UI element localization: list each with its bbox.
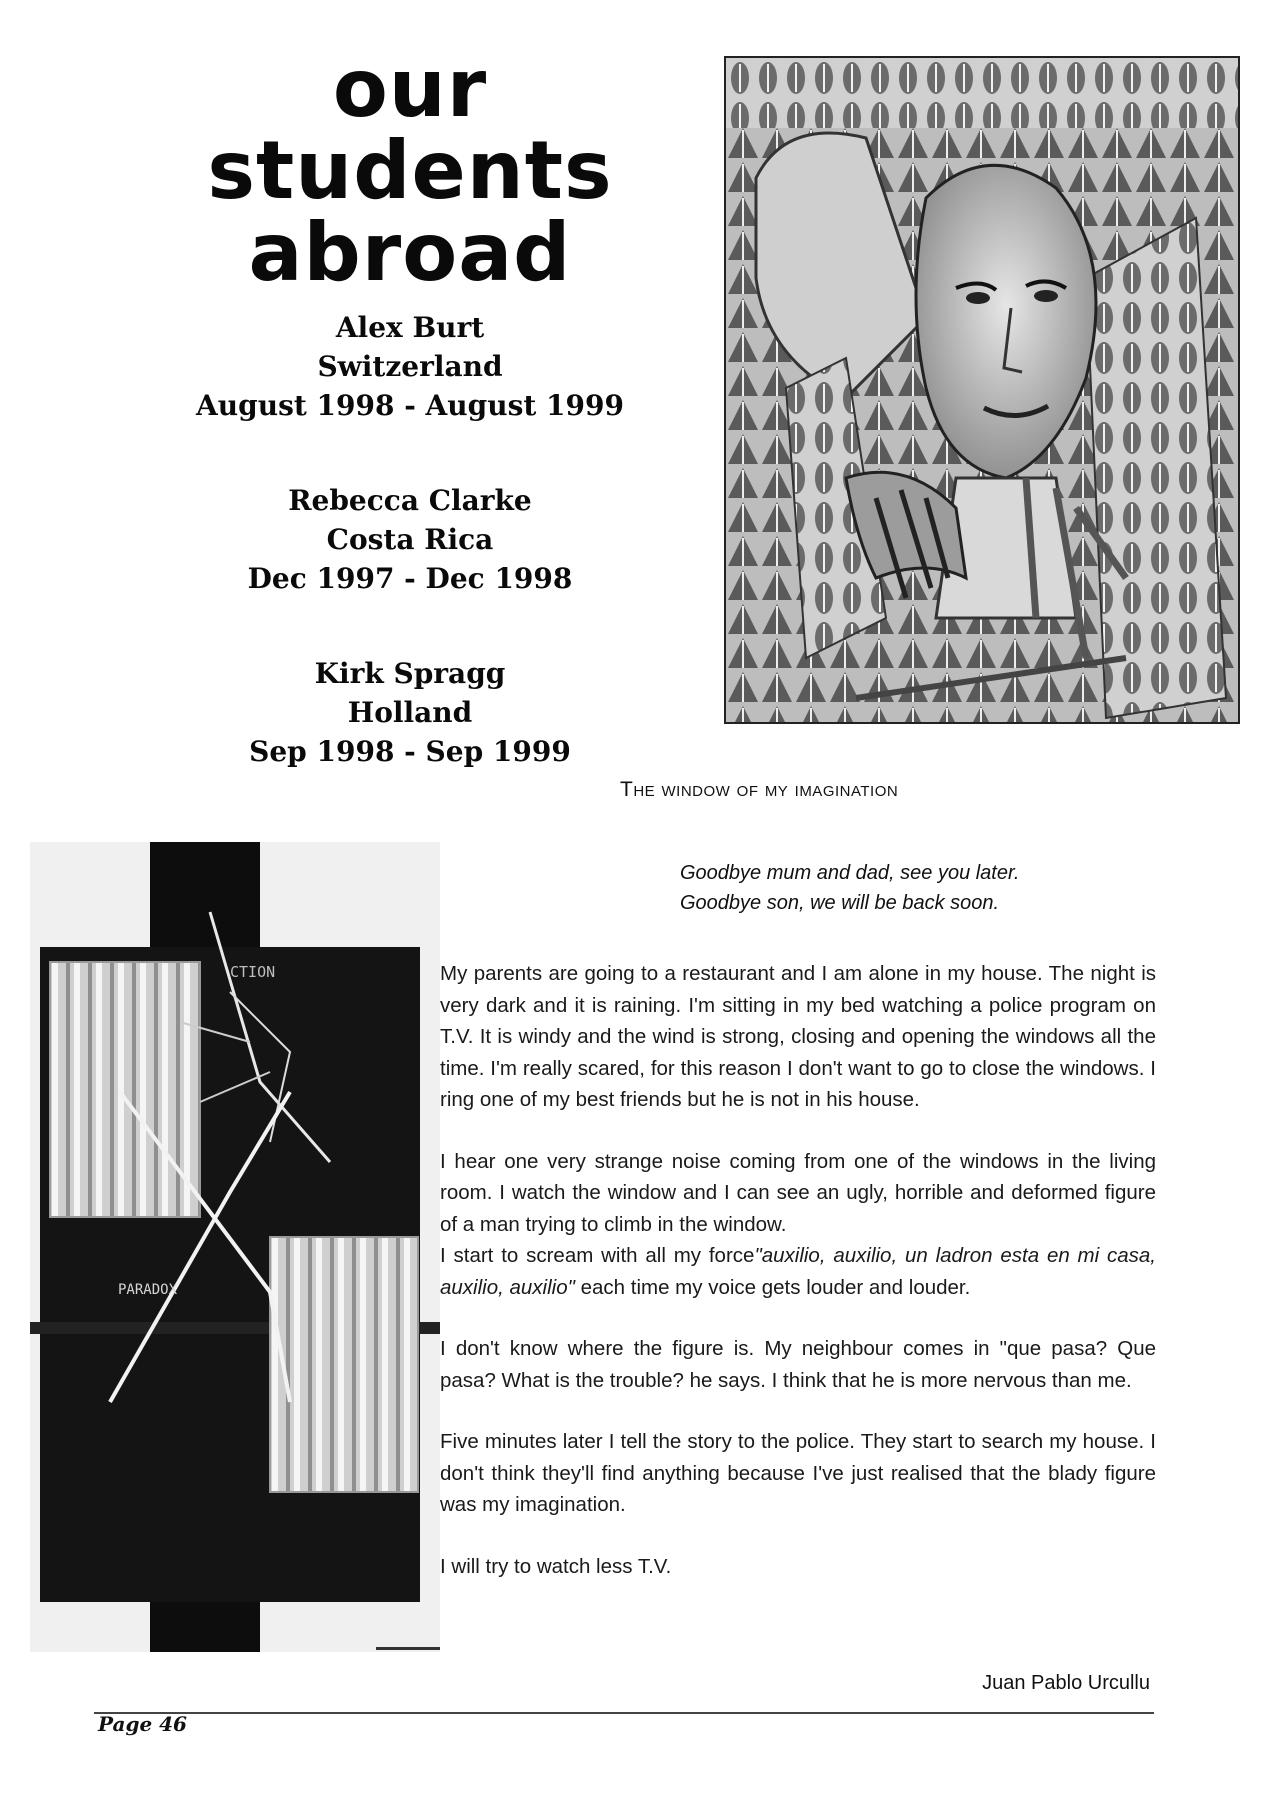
student-entry [110,654,710,771]
student-country: Switzerland [317,350,503,383]
story-body [440,958,1156,1612]
artwork-label-paradox: PARADOX [118,1282,178,1298]
title-line-2: students [207,124,613,217]
student-dates: August 1998 - August 1999 [196,389,624,422]
story-paragraph: I hear one very strange noise coming from one of the windows in the living room. I watch the window and I can see an ugly, horrible and deformed figure of a man trying to climb in the window. [440,1149,1156,1236]
title-block [110,42,710,771]
student-name: Alex Burt [335,311,485,344]
footer-divider [94,1712,1154,1714]
artwork-label-top: CTION [230,963,276,981]
student-name: Rebecca Clarke [288,484,532,517]
page-number: Page 46 [98,1712,187,1736]
student-entry [110,481,710,598]
divider-short [376,1647,440,1650]
story-paragraph: I will try to watch less T.V. [440,1554,672,1578]
poem-line-2: Goodbye son, we will be back soon. [680,892,1000,914]
story-quote: "auxilio, auxilio, un ladron esta en mi casa, auxilio, auxilio" [440,1244,1156,1299]
story-paragraph: Five minutes later I tell the story to the police. They start to search my house. I don't think they'll find anything because I've just realised that the blady figure was my imagination. [440,1430,1156,1516]
artwork-paradox-photo [30,842,440,1652]
artwork-woman-drawing [724,56,1240,724]
title-line-1: our [332,42,488,135]
poem-line-1: Goodbye mum and dad, see you later. [680,862,1020,884]
story-title: The window of my imagination [620,778,899,801]
student-dates: Dec 1997 - Dec 1998 [247,562,573,595]
title-line-3: abroad [248,206,572,299]
story-text: each time my voice gets louder and louder. [574,1275,971,1299]
story-text: I start to scream with all my force [440,1244,755,1267]
student-name: Kirk Spragg [314,657,506,690]
story-paragraph [440,1240,1156,1303]
story-author: Juan Pablo Urcullu [982,1672,1150,1694]
student-country: Holland [347,696,473,729]
student-country: Costa Rica [326,523,494,556]
student-dates: Sep 1998 - Sep 1999 [249,735,571,768]
student-entry [110,308,710,425]
story-paragraph: I don't know where the figure is. My neighbour comes in "que pasa? Que pasa? What is the trouble? he says. I think that he is more nervous than me. [440,1337,1156,1392]
story-paragraph: My parents are going to a restaurant and I am alone in my house. The night is very dark and it is raining. I'm sitting in my bed watching a police program on T.V. It is windy and the wind is strong, closing and opening the windows all the time. I'm really scared, for this reason I don't want to go to close the windows. I ring one of my best friends but he is not in his house. [440,962,1156,1111]
